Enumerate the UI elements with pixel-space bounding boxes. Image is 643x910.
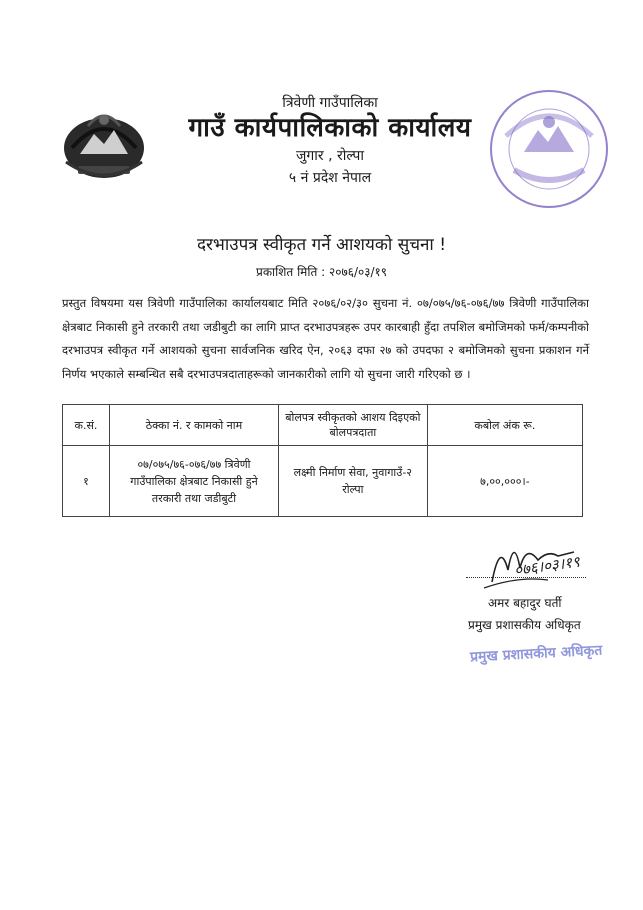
notice-body: प्रस्तुत विषयमा यस त्रिवेणी गाउँपालिका कार्यालयबाट मिति २०७६/०२/३० सुचना नं. ०७/०७५/७६-०७६/७७ त्रिवेणी गाउँपालिका क्षेत्रबाट निकासी हुने तरकारी तथा जडीबुटी का लागि प्राप्त दरभाउपत्रहरू उपर कारबाही हुँदा तपशिल बमोजिमको फर्म/कम्पनीको दरभाउपत्र स्वीकृत गर्ने आशयको सुचना सार्वजनिक खरिद ऐन, २०६३ दफा २७ को उपदफा २ बमोजिमको सुचना प्रकाशन गर्ने निर्णय भएकाले सम्बन्धित सबै दरभाउपत्रदाताहरूको जानकारीको लागि यो सुचना जारी गरिएको छ । [62, 296, 589, 381]
cell-bidder: लक्ष्मी निर्माण सेवा, नुवागाउँ-२ रोल्पा [278, 446, 427, 517]
cell-amount: ७,००,०००।- [427, 446, 582, 517]
office-name: गाउँ कार्यपालिकाको कार्यालय [188, 113, 472, 143]
signatory-title: प्रमुख प्रशासकीय अधिकृत [468, 618, 581, 632]
bid-table [62, 404, 583, 517]
col-header-sn: क.सं. [63, 405, 110, 446]
col-header-contract: ठेक्का नं. र कामको नाम [110, 405, 279, 446]
cell-contract: ०७/०७५/७६-०७६/७७ त्रिवेणी गाउँपालिका क्षेत्रबाट निकासी हुने तरकारी तथा जडीबुटी [110, 446, 279, 517]
signatory-name: अमर बहादुर घर्ती [488, 596, 562, 610]
office-address: जुगार , रोल्पा [296, 148, 364, 164]
org-name: त्रिवेणी गाउँपालिका [282, 95, 378, 111]
col-header-bidder: बोलपत्र स्वीकृतको आशय दिइएको बोलपत्रदाता [278, 405, 427, 446]
nepal-emblem-icon [58, 104, 150, 182]
office-seal-icon [486, 86, 612, 212]
table-header-row [63, 405, 583, 446]
notice-title: दरभाउपत्र स्वीकृत गर्ने आशयको सुचना ! [196, 235, 447, 255]
title-stamp: प्रमुख प्रशासकीय अधिकृत [469, 642, 603, 666]
office-province: ५ नं प्रदेश नेपाल [288, 170, 372, 186]
signature-date: ०७६।०३।१९ [513, 552, 581, 580]
published-date: प्रकाशित मिति : २०७६/०३/१९ [256, 265, 387, 279]
cell-sn: १ [63, 446, 110, 517]
col-header-amount: कबोल अंक रू. [427, 405, 582, 446]
table-row [63, 446, 583, 517]
signature-line [466, 577, 586, 578]
